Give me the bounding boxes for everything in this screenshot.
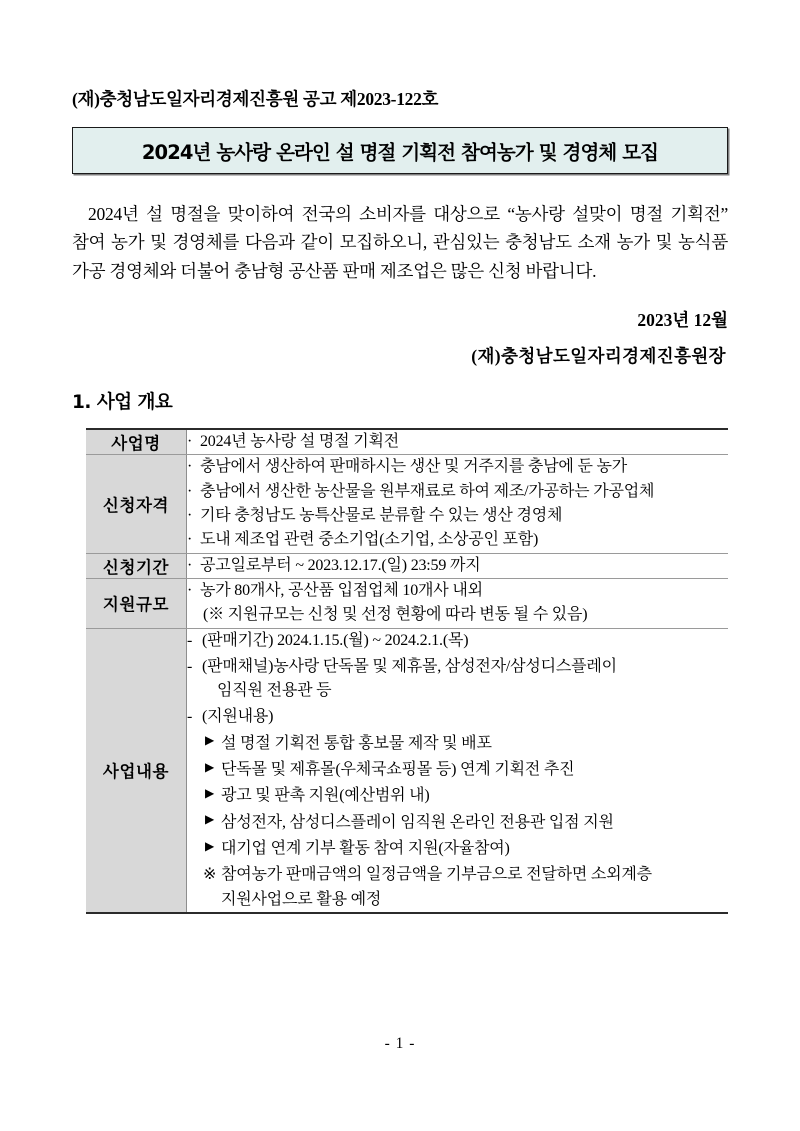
middot-icon: · bbox=[187, 531, 193, 549]
support-item bbox=[187, 837, 728, 861]
page-content bbox=[72, 0, 728, 914]
list-item bbox=[187, 554, 728, 578]
table-row bbox=[86, 628, 728, 913]
triangle-bullet-icon: ▶ bbox=[205, 733, 215, 748]
middot-icon: · bbox=[187, 506, 193, 524]
dash-icon: - bbox=[187, 708, 193, 726]
detail-sale-period bbox=[187, 629, 728, 653]
signature-organization: (재)충청남도일자리경제진흥원장 bbox=[471, 346, 726, 367]
support-item bbox=[187, 758, 728, 782]
support-scale-note: (※ 지원규모는 신청 및 선정 현황에 따라 변동 될 수 있음) bbox=[203, 606, 588, 624]
row-value-project-details bbox=[187, 628, 729, 913]
support-label: (지원내용) bbox=[202, 708, 274, 726]
detail-support-heading bbox=[187, 705, 728, 729]
support-item-text: 삼성전자, 삼성디스플레이 임직원 온라인 전용관 입점 지원 bbox=[221, 813, 614, 831]
list-item-text: 충남에서 생산한 농산물을 원부재료로 하여 제조/가공하는 가공업체 bbox=[200, 482, 655, 500]
table-row bbox=[86, 455, 728, 553]
row-value-eligibility bbox=[187, 455, 729, 553]
sale-channel-line-2: 임직원 전용관 등 bbox=[217, 682, 332, 700]
row-value-project-name bbox=[187, 429, 729, 455]
list-item bbox=[187, 504, 728, 528]
list-item-text: 충남에서 생산하여 판매하시는 생산 및 거주지를 충남에 둔 농가 bbox=[200, 458, 628, 476]
dash-icon: - bbox=[187, 631, 193, 649]
support-item bbox=[187, 784, 728, 808]
intro-paragraph: 2024년 설 명절을 맞이하여 전국의 소비자를 대상으로 “농사랑 설맞이 명절 기획전” 참여 농가 및 경영체를 다음과 같이 모집하오니, 관심있는 충청남도 소재 농가 및 농식품 가공 경영체와 더불어 충남형 공산품 판매 제조업은 많은 신청 바랍니다. bbox=[72, 204, 728, 281]
support-item-text: 광고 및 판촉 지원(예산범위 내) bbox=[221, 787, 430, 805]
overview-table bbox=[86, 428, 728, 914]
row-label-application-period: 신청기간 bbox=[86, 553, 187, 578]
sale-period-label: (판매기간) bbox=[202, 631, 274, 649]
support-item bbox=[187, 811, 728, 835]
triangle-bullet-icon: ▶ bbox=[205, 812, 215, 827]
list-item-text: 기타 충청남도 농특산물로 분류할 수 있는 생산 경영체 bbox=[200, 506, 563, 524]
table-row bbox=[86, 553, 728, 578]
sale-channel-text: 농사랑 단독몰 및 제휴몰, 삼성전자/삼성디스플레이 bbox=[273, 657, 617, 675]
row-label-project-details: 사업내용 bbox=[86, 628, 187, 913]
list-item bbox=[187, 579, 728, 603]
signature-date: 2023년 12월 bbox=[637, 310, 728, 331]
list-item bbox=[187, 430, 728, 454]
row-label-project-name: 사업명 bbox=[86, 429, 187, 455]
middot-icon: · bbox=[187, 556, 193, 574]
triangle-bullet-icon: ▶ bbox=[205, 785, 215, 800]
section-heading: 1. 사업 개요 bbox=[72, 392, 173, 414]
detail-sale-channel bbox=[187, 655, 728, 704]
table-row bbox=[86, 429, 728, 455]
middot-icon: · bbox=[187, 581, 193, 599]
list-item bbox=[187, 528, 728, 552]
list-item-text: 농가 80개사, 공산품 입점업체 10개사 내외 bbox=[200, 581, 483, 599]
list-item-text: 도내 제조업 관련 중소기업(소기업, 소상공인 포함) bbox=[200, 531, 539, 549]
sale-channel-line-1 bbox=[202, 655, 728, 679]
reference-note-line-2: 지원사업으로 활용 예정 bbox=[221, 890, 382, 908]
row-label-support-scale: 지원규모 bbox=[86, 578, 187, 628]
title-box bbox=[72, 127, 728, 174]
support-item-text: 단독몰 및 제휴몰(우체국쇼핑몰 등) 연계 기획전 추진 bbox=[221, 761, 575, 779]
reference-note-line-1: 참여농가 판매금액의 일정금액을 기부금으로 전달하면 소외계층 bbox=[221, 866, 652, 884]
overview-table-wrapper bbox=[86, 428, 728, 914]
sale-period-value: 2024.1.15.(월) ~ 2024.2.1.(목) bbox=[277, 631, 469, 649]
sale-channel-label: (판매채널) bbox=[202, 657, 274, 675]
middot-icon: · bbox=[187, 482, 193, 500]
row-label-eligibility: 신청자격 bbox=[86, 455, 187, 553]
triangle-bullet-icon: ▶ bbox=[205, 759, 215, 774]
row-value-application-period bbox=[187, 553, 729, 578]
middot-icon: · bbox=[187, 433, 193, 451]
list-item-text: 2024년 농사랑 설 명절 기획전 bbox=[200, 433, 399, 451]
table-row bbox=[86, 578, 728, 628]
announcement-number: (재)충청남도일자리경제진흥원 공고 제2023-122호 bbox=[72, 89, 439, 109]
list-item bbox=[187, 480, 728, 504]
list-item bbox=[187, 455, 728, 479]
dash-icon: - bbox=[187, 657, 193, 675]
reference-mark-icon: ※ bbox=[203, 866, 217, 884]
support-item-text: 설 명절 기획전 통합 홍보물 제작 및 배포 bbox=[221, 734, 492, 752]
page-number-footer: - 1 - bbox=[384, 1035, 416, 1052]
row-value-support-scale bbox=[187, 578, 729, 628]
support-item bbox=[187, 732, 728, 756]
support-item-text: 대기업 연계 기부 활동 참여 지원(자율참여) bbox=[221, 840, 510, 858]
middot-icon: · bbox=[187, 458, 193, 476]
triangle-bullet-icon: ▶ bbox=[205, 838, 215, 853]
list-item-text: 공고일로부터 ~ 2023.12.17.(일) 23:59 까지 bbox=[200, 556, 481, 574]
page-title: 2024년 농사랑 온라인 설 명절 기획전 참여농가 및 경영체 모집 bbox=[141, 140, 659, 164]
detail-reference-note bbox=[187, 863, 728, 887]
signature-block bbox=[72, 307, 728, 368]
